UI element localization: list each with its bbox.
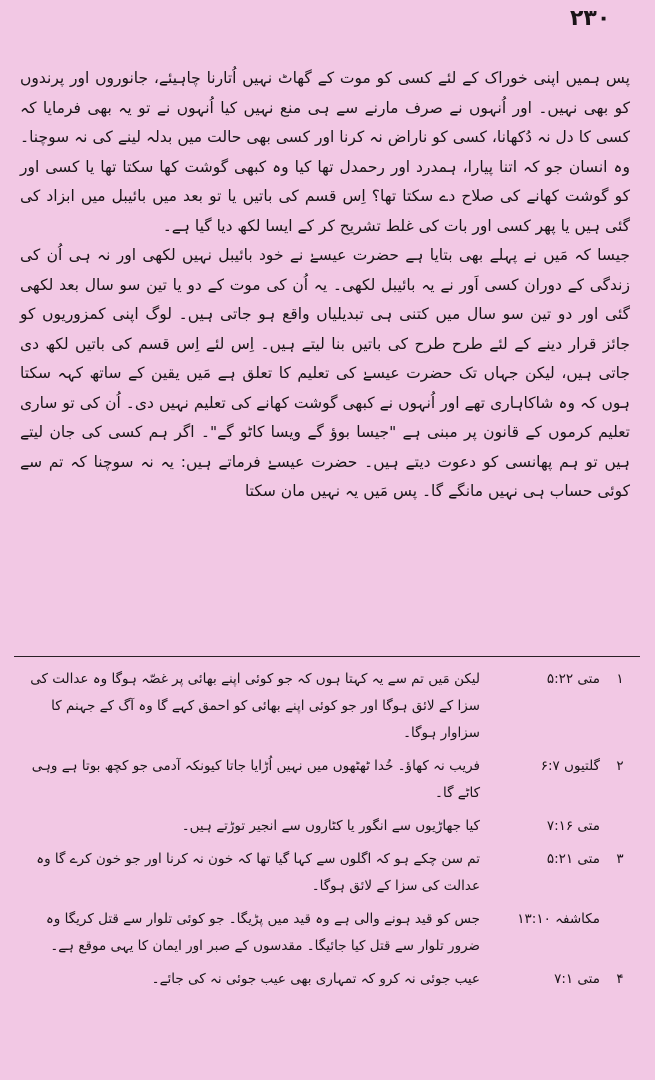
footnote — [14, 753, 640, 807]
footnote-reference: متی ۵:۲۲ — [546, 671, 600, 687]
footnotes — [14, 666, 640, 999]
footnote-marker: ۱ — [616, 671, 624, 687]
footnote — [14, 906, 640, 960]
footnote — [14, 813, 640, 840]
footnote-reference: متی ۵:۲۱ — [546, 851, 600, 867]
footnote — [14, 966, 640, 993]
footnote-text: لیکن مَیں تم سے یہ کہتا ہوں کہ جو کوئی اپنے بھائی پر غصّہ ہوگا وہ عدالت کی سزا کے لائق ہوگا اور جو کوئی اپنے بھائی کو احمق کہے گا وہ آگ کے جہنم کا سزاوار ہوگا۔ — [30, 671, 480, 741]
footnote-text: تم سن چکے ہو کہ اگلوں سے کہا گیا تھا کہ خون نہ کرنا اور جو خون کرے گا وہ عدالت کی سزا کے لائق ہوگا۔ — [36, 851, 480, 894]
footnote-reference: مکاشفہ ۱۳:۱۰ — [517, 911, 600, 927]
footnote-marker: ۴ — [616, 971, 624, 987]
footnote — [14, 846, 640, 900]
footnote-marker: ۲ — [616, 758, 624, 774]
paragraph-1: پس ہمیں اپنی خوراک کے لئے کسی کو موت کے گھاٹ نہیں اُتارنا چاہیئے، جانوروں اور پرندوں کو بھی نہیں۔ اور اُنہوں نے صرف مارنے سے ہی منع نہیں کیا اُنہوں نے تو یہ بھی فرمایا کہ کسی کا دل نہ دُکھانا، کسی کو ناراض نہ کرنا اور کسی بھی حالت میں بدلہ لینے کی نہ سوچنا۔ وہ انسان جو کہ اتنا پیارا، ہمدرد اور رحمدل تھا کیا وہ کبھی گوشت کھا سکتا تھا یا کسی اور کو گوشت کھانے کی صلاح دے سکتا تھا؟ اِس قسم کی باتیں یا تو بعد میں بائیبل میں ابزاد کی گئی ہیں یا پھر کسی اور بات کی غلط تشریح کر کے ایسا لکھ دیا گیا ہے۔ — [20, 69, 630, 235]
footnote-reference: متی ۷:۱ — [554, 971, 600, 987]
main-text — [20, 64, 630, 507]
footnote-reference: گلتیوں ۶:۷ — [540, 758, 600, 774]
footnote — [14, 666, 640, 747]
footnote-text: عیب جوئی نہ کرو کہ تمہاری بھی عیب جوئی نہ کی جائے۔ — [151, 971, 480, 987]
footnote-text: جس کو قید ہونے والی ہے وہ قید میں پڑیگا۔ جو کوئی تلوار سے قتل کریگا وہ ضرور تلوار سے قتل کیا جائیگا۔ مقدسوں کے صبر اور ایمان کا یہی موقع ہے۔ — [45, 911, 480, 954]
paragraph-2: جیسا کہ مَیں نے پہلے بھی بتایا ہے حضرت عیسےٰ نے خود بائیبل نہیں لکھی اور نہ ہی اُن کی زندگی کے دوران کسی اَور نے یہ بائیبل لکھی۔ یہ اُن کی موت کے دو یا تین سو سال بعد لکھی گئی اور دو تین سو سال میں کتنی ہی تبدیلیاں واقع ہو جاتی ہیں۔ لوگ اپنی کمزوریوں کو جائز قرار دینے کے لئے طرح طرح کی باتیں بنا لیتے ہیں۔ اِس لئے اِس قسم کی باتیں لکھ دی جاتی ہیں، لیکن جہاں تک حضرت عیسےٰ کی تعلیم کا تعلق ہے مَیں یقین کے ساتھ کہہ سکتا ہوں کہ وہ شاکاہاری تھے اور اُنہوں نے کبھی گوشت کھانے کی تعلیم نہیں دی۔ اُن کی تو ساری تعلیم کرموں کے قانون پر مبنی ہے "جیسا بوؤ گے ویسا کاٹو گے"۔ اگر ہم کسی کی جان لیتے ہیں تو ہم پھانسی کو دعوت دیتے ہیں۔ حضرت عیسےٰ فرماتے ہیں: یہ نہ سوچنا کہ تم سے کوئی حساب ہی نہیں مانگے گا۔ پس مَیں یہ نہیں مان سکتا — [20, 246, 630, 500]
footnote-text: کیا جھاڑیوں سے انگور یا کٹاروں سے انجیر توڑتے ہیں۔ — [181, 818, 480, 834]
footnote-text: فریب نہ کھاؤ۔ خُدا ٹھٹھوں میں نہیں اُڑایا جاتا کیونکہ آدمی جو کچھ بوتا ہے وہی کاٹے گا۔ — [31, 758, 480, 801]
footnote-reference: متی ۷:۱۶ — [546, 818, 600, 834]
footnote-divider — [14, 656, 640, 657]
footnote-marker: ۳ — [616, 851, 624, 867]
page-number: ۲۳۰ — [570, 6, 611, 31]
